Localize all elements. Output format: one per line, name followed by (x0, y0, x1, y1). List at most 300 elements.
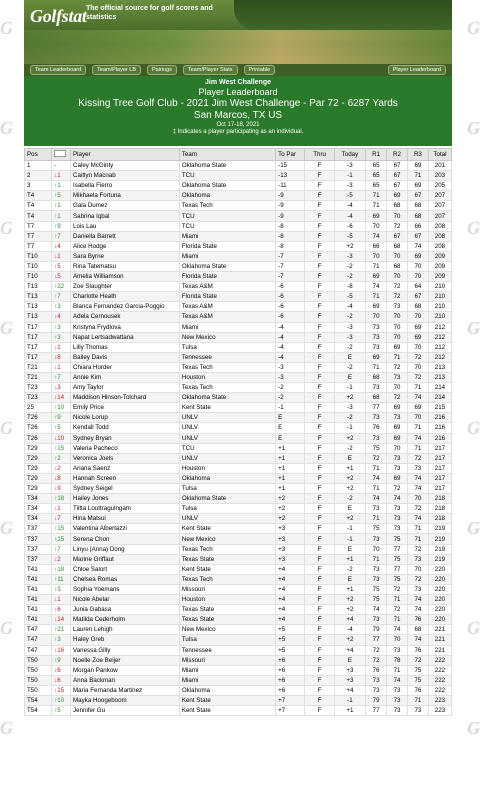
table-row (25, 574, 452, 584)
row-team[interactable]: Oklahoma State (179, 494, 275, 504)
row-pos: T13 (25, 292, 52, 302)
row-r1: 69 (366, 272, 387, 282)
row-r1: 65 (366, 181, 387, 191)
movement-amount: 15 (57, 444, 65, 452)
col-pos[interactable]: Pos (25, 149, 52, 161)
row-today: -2 (334, 413, 365, 423)
row-r2: 77 (387, 544, 408, 554)
row-team[interactable]: Texas State (179, 605, 275, 615)
watermark-logo-right: G (467, 518, 480, 538)
row-pos: T50 (25, 665, 52, 675)
nav-pairings[interactable]: Pairings (147, 65, 177, 75)
nav-player-leaderboard[interactable]: Player Leaderboard (388, 65, 446, 75)
movement-amount: 1 (57, 363, 61, 371)
row-pos: T26 (25, 413, 52, 423)
row-team[interactable]: Tulsa (179, 504, 275, 514)
row-player[interactable]: Tiitta Louttragulngam (71, 504, 180, 514)
row-team[interactable]: Texas State (179, 554, 275, 564)
row-r2: 73 (387, 685, 408, 695)
movement-amount: 1 (57, 596, 61, 604)
col-r2[interactable]: R2 (387, 149, 408, 161)
row-team[interactable]: UNLV (179, 423, 275, 433)
row-thru: F (305, 554, 334, 564)
row-player[interactable]: Valentina Albertazzi (71, 524, 180, 534)
row-today: -1 (334, 423, 365, 433)
row-pos: T7 (25, 231, 52, 241)
row-player[interactable]: Serena Chon (71, 534, 180, 544)
row-to-par: -3 (276, 372, 305, 382)
row-total: 208 (428, 221, 451, 231)
row-player[interactable]: Alice Hodge (71, 241, 180, 251)
row-to-par: +3 (276, 554, 305, 564)
row-movement (52, 191, 71, 201)
row-today: E (334, 544, 365, 554)
row-to-par: +6 (276, 665, 305, 675)
row-player[interactable]: Sara Byrne (71, 251, 180, 261)
row-player[interactable]: Nicole Lorup (71, 413, 180, 423)
row-team[interactable]: UNLV (179, 453, 275, 463)
row-total: 222 (428, 685, 451, 695)
row-team[interactable]: Florida State (179, 292, 275, 302)
row-movement (52, 261, 71, 271)
row-to-par: -4 (276, 352, 305, 362)
row-player[interactable]: Amy Taylor (71, 383, 180, 393)
row-today: +4 (334, 615, 365, 625)
row-r1: 73 (366, 615, 387, 625)
row-team[interactable]: Kent State (179, 695, 275, 705)
row-total: 219 (428, 554, 451, 564)
row-r2: 69 (387, 473, 408, 483)
row-player[interactable]: Emily Price (71, 403, 180, 413)
arrow-up-icon: ↑ (54, 334, 58, 341)
row-team[interactable]: TCU (179, 211, 275, 221)
row-total: 210 (428, 282, 451, 292)
row-to-par: +4 (276, 595, 305, 605)
arrow-up-icon: ↑ (54, 496, 58, 503)
row-team[interactable]: Kent State (179, 403, 275, 413)
row-today: -3 (334, 322, 365, 332)
row-player[interactable]: Ariana Saenz (71, 463, 180, 473)
row-team[interactable]: Miami (179, 251, 275, 261)
row-player[interactable]: Jennifer Gu (71, 706, 180, 716)
row-player[interactable]: Gala Dumez (71, 201, 180, 211)
row-total: 219 (428, 544, 451, 554)
row-r3: 68 (407, 302, 428, 312)
row-team[interactable]: Tennessee (179, 645, 275, 655)
row-r3: 72 (407, 544, 428, 554)
row-pos: 1 (25, 161, 52, 171)
watermark-logo-left: G (0, 718, 13, 738)
row-r1: 71 (366, 261, 387, 271)
row-team[interactable]: Miami (179, 665, 275, 675)
row-team[interactable]: Miami (179, 322, 275, 332)
row-team[interactable]: Texas A&M (179, 282, 275, 292)
row-today: -4 (334, 302, 365, 312)
row-r2: 70 (387, 322, 408, 332)
row-r3: 74 (407, 241, 428, 251)
row-player[interactable]: Sabrina Iqbal (71, 211, 180, 221)
nav-team-player-stats[interactable]: Team/Player Stats (183, 65, 238, 75)
arrow-up-icon: ↑ (54, 405, 58, 412)
row-pos: 3 (25, 181, 52, 191)
row-team[interactable]: Oklahoma State (179, 161, 275, 171)
row-team[interactable]: TCU (179, 443, 275, 453)
row-today: E (334, 352, 365, 362)
row-today: -4 (334, 201, 365, 211)
row-team[interactable]: Kent State (179, 524, 275, 534)
table-row (25, 161, 452, 171)
row-player[interactable]: Hailey Jones (71, 494, 180, 504)
arrow-up-icon: ↑ (54, 627, 58, 634)
row-r1: 72 (366, 655, 387, 665)
table-row (25, 433, 452, 443)
row-player[interactable]: Adela Cernousek (71, 312, 180, 322)
row-player[interactable]: Hannah Screen (71, 473, 180, 483)
table-row (25, 403, 452, 413)
row-player[interactable]: Maria Fernanda Martinez (71, 685, 180, 695)
row-player[interactable]: Linyu (Anna) Dong (71, 544, 180, 554)
table-row (25, 181, 452, 191)
table-row (25, 443, 452, 453)
arrow-down-icon: ↓ (54, 314, 58, 321)
row-player[interactable]: Valeria Pacheco (71, 443, 180, 453)
table-row (25, 251, 452, 261)
row-thru: F (305, 423, 334, 433)
row-r3: 74 (407, 605, 428, 615)
row-player[interactable]: Lilly Thomas (71, 342, 180, 352)
row-r1: 71 (366, 554, 387, 564)
row-to-par: -9 (276, 211, 305, 221)
row-player[interactable]: Caley McGinty (71, 161, 180, 171)
table-row (25, 383, 452, 393)
col-team[interactable]: Team (179, 149, 275, 161)
row-player[interactable]: Haley Greb (71, 635, 180, 645)
row-team[interactable]: Houston (179, 463, 275, 473)
row-player[interactable]: Sophia Yoemans (71, 584, 180, 594)
row-player[interactable]: Caitlyn Macnab (71, 171, 180, 181)
row-player[interactable]: Zoe Slaughter (71, 282, 180, 292)
row-total: 217 (428, 484, 451, 494)
row-team[interactable]: Oklahoma (179, 685, 275, 695)
table-row (25, 665, 452, 675)
row-r1: 71 (366, 514, 387, 524)
row-r3: 67 (407, 231, 428, 241)
row-r1: 77 (366, 403, 387, 413)
row-team[interactable]: Oklahoma State (179, 393, 275, 403)
row-pos: T29 (25, 453, 52, 463)
arrow-up-icon: ↑ (54, 526, 58, 533)
row-r1: 74 (366, 231, 387, 241)
row-player[interactable]: Lauren Lehigh (71, 625, 180, 635)
row-player[interactable]: Kendall Todd (71, 423, 180, 433)
row-team[interactable]: Tennessee (179, 352, 275, 362)
arrow-up-icon: ↑ (54, 284, 58, 291)
table-row (25, 615, 452, 625)
course-info: Kissing Tree Golf Club - 2021 Jim West Challenge - Par 72 - 6287 Yards (78, 98, 398, 109)
row-today: -2 (334, 342, 365, 352)
table-row (25, 524, 452, 534)
row-movement (52, 544, 71, 554)
row-team[interactable]: UNLV (179, 514, 275, 524)
col-player[interactable]: Player (71, 149, 180, 161)
row-pos: 2 (25, 171, 52, 181)
row-movement (52, 342, 71, 352)
row-player[interactable]: Mayka Hoogeboom (71, 695, 180, 705)
row-movement (52, 514, 71, 524)
row-movement (52, 645, 71, 655)
table-row (25, 352, 452, 362)
row-team[interactable]: Oklahoma (179, 473, 275, 483)
row-player[interactable]: Sydney Bryan (71, 433, 180, 443)
col-r1[interactable]: R1 (366, 149, 387, 161)
row-player[interactable]: Chloe Salort (71, 564, 180, 574)
row-today: +3 (334, 675, 365, 685)
col-to-par[interactable]: To Par (276, 149, 305, 161)
row-team[interactable]: Texas Tech (179, 383, 275, 393)
row-pos: T34 (25, 504, 52, 514)
row-thru: F (305, 695, 334, 705)
row-team[interactable]: Texas Tech (179, 574, 275, 584)
row-total: 212 (428, 352, 451, 362)
row-today: -4 (334, 625, 365, 635)
movement-amount: - (54, 162, 57, 170)
row-team[interactable]: Kent State (179, 564, 275, 574)
row-today: +1 (334, 584, 365, 594)
movement-amount: 9 (57, 485, 61, 493)
row-movement (52, 211, 71, 221)
row-total: 203 (428, 171, 451, 181)
row-team[interactable]: Florida State (179, 241, 275, 251)
site-logo[interactable]: Golfstat (30, 6, 87, 26)
row-thru: F (305, 352, 334, 362)
row-total: 212 (428, 332, 451, 342)
row-total: 218 (428, 504, 451, 514)
row-thru: F (305, 584, 334, 594)
table-row (25, 554, 452, 564)
row-team[interactable]: UNLV (179, 413, 275, 423)
row-player[interactable]: Sydney Seigel (71, 484, 180, 494)
row-player[interactable]: Matilda Cederholm (71, 615, 180, 625)
row-team[interactable]: Florida State (179, 272, 275, 282)
row-to-par: -13 (276, 171, 305, 181)
row-total: 221 (428, 625, 451, 635)
row-movement (52, 473, 71, 483)
watermark-logo-left: G (0, 518, 13, 538)
row-to-par: +2 (276, 514, 305, 524)
row-team[interactable]: Texas Tech (179, 544, 275, 554)
row-r2: 72 (387, 393, 408, 403)
row-player[interactable]: Chelsea Romas (71, 574, 180, 584)
row-total: 201 (428, 161, 451, 171)
row-team[interactable]: Texas A&M (179, 312, 275, 322)
row-total: 222 (428, 675, 451, 685)
row-team[interactable]: Houston (179, 372, 275, 382)
row-player[interactable]: Rina Tatematsu (71, 261, 180, 271)
movement-amount: 14 (57, 616, 65, 624)
row-r2: 74 (387, 675, 408, 685)
row-team[interactable]: Miami (179, 231, 275, 241)
row-r1: 73 (366, 574, 387, 584)
row-player[interactable]: Charlotte Heath (71, 292, 180, 302)
row-team[interactable]: Oklahoma (179, 191, 275, 201)
row-team[interactable]: Oklahoma State (179, 261, 275, 271)
row-player[interactable]: Marine Griffaut (71, 554, 180, 564)
row-r1: 65 (366, 171, 387, 181)
row-total: 222 (428, 665, 451, 675)
row-player[interactable]: Daniella Barrett (71, 231, 180, 241)
row-to-par: +3 (276, 544, 305, 554)
row-player[interactable]: Veronica Joels (71, 453, 180, 463)
row-player[interactable]: Hina Matsui (71, 514, 180, 524)
table-row (25, 685, 452, 695)
row-r1: 76 (366, 423, 387, 433)
row-total: 221 (428, 635, 451, 645)
row-r2: 73 (387, 504, 408, 514)
row-total: 216 (428, 423, 451, 433)
row-pos: T41 (25, 605, 52, 615)
row-r3: 72 (407, 574, 428, 584)
row-to-par: -7 (276, 272, 305, 282)
row-to-par: -8 (276, 221, 305, 231)
row-r1: 65 (366, 161, 387, 171)
row-total: 216 (428, 413, 451, 423)
row-r1: 74 (366, 473, 387, 483)
individual-marker-icon: ‡ (172, 129, 176, 135)
row-to-par: -15 (276, 161, 305, 171)
col-total[interactable]: Total (428, 149, 451, 161)
col-today[interactable]: Today (334, 149, 365, 161)
row-player[interactable]: Napat Lertsadwattana (71, 332, 180, 342)
row-team[interactable]: Oklahoma State (179, 181, 275, 191)
row-r3: 70 (407, 342, 428, 352)
arrow-up-icon: ↑ (54, 576, 58, 583)
watermark-logo-right: G (467, 418, 480, 438)
row-movement (52, 413, 71, 423)
row-team[interactable]: Texas State (179, 615, 275, 625)
row-team[interactable]: TCU (179, 171, 275, 181)
row-movement (52, 635, 71, 645)
row-total: 220 (428, 564, 451, 574)
movement-amount: 3 (57, 636, 61, 644)
arrow-down-icon: ↓ (54, 385, 58, 392)
movement-amount: 10 (57, 404, 65, 412)
row-team[interactable]: Tulsa (179, 484, 275, 494)
nav-printable[interactable]: Printable (244, 65, 276, 75)
row-team[interactable]: Texas A&M (179, 302, 275, 312)
row-to-par: +6 (276, 685, 305, 695)
row-player[interactable]: Chiara Horder (71, 362, 180, 372)
arrow-down-icon: ↓ (54, 354, 58, 361)
row-to-par: +5 (276, 645, 305, 655)
row-to-par: +6 (276, 655, 305, 665)
row-team[interactable]: Missouri (179, 655, 275, 665)
row-player[interactable]: Kristyna Frydlova (71, 322, 180, 332)
row-thru: F (305, 706, 334, 716)
row-team[interactable]: Tulsa (179, 342, 275, 352)
row-player[interactable]: Nicole Abelar (71, 595, 180, 605)
arrow-down-icon: ↓ (54, 435, 58, 442)
row-r2: 69 (387, 403, 408, 413)
arrow-up-icon: ↑ (54, 375, 58, 382)
row-pos: T41 (25, 564, 52, 574)
row-movement (52, 584, 71, 594)
row-pos: T17 (25, 342, 52, 352)
row-team[interactable]: Texas Tech (179, 201, 275, 211)
table-row (25, 675, 452, 685)
row-player[interactable]: Vanessa Gilly (71, 645, 180, 655)
arrow-down-icon: ↓ (54, 516, 58, 523)
row-player[interactable]: Isabella Fierro (71, 181, 180, 191)
row-team[interactable]: New Mexico (179, 625, 275, 635)
row-team[interactable]: Kent State (179, 706, 275, 716)
row-pos: T37 (25, 554, 52, 564)
row-team[interactable]: New Mexico (179, 534, 275, 544)
row-player[interactable]: Lois Lau (71, 221, 180, 231)
row-player[interactable]: Annie Kim (71, 372, 180, 382)
row-player[interactable]: Bailey Davis (71, 352, 180, 362)
row-player[interactable]: Noelle Zoe Beijer (71, 655, 180, 665)
row-team[interactable]: Tulsa (179, 635, 275, 645)
row-thru: F (305, 322, 334, 332)
row-player[interactable]: Blanca Fernandez Garcia-Poggio (71, 302, 180, 312)
site-tagline: The official source for golf scores and statistics (86, 5, 213, 21)
nav-team-leaderboard[interactable]: Team Leaderboard (30, 65, 86, 75)
row-player[interactable]: Junia Gabasa (71, 605, 180, 615)
row-r3: 75 (407, 665, 428, 675)
movement-amount: 21 (57, 626, 65, 634)
row-thru: F (305, 241, 334, 251)
row-to-par: +2 (276, 504, 305, 514)
row-player[interactable]: Maddison Hinson-Tolchard (71, 393, 180, 403)
row-team[interactable]: Missouri (179, 584, 275, 594)
movement-amount: 7 (57, 293, 61, 301)
row-r3: 69 (407, 161, 428, 171)
col-r3[interactable]: R3 (407, 149, 428, 161)
row-r3: 71 (407, 423, 428, 433)
row-team[interactable]: UNLV (179, 433, 275, 443)
movement-amount: 1 (57, 505, 61, 513)
row-to-par: E (276, 413, 305, 423)
row-r3: 74 (407, 393, 428, 403)
row-movement (52, 403, 71, 413)
row-r3: 76 (407, 685, 428, 695)
movement-amount: 8 (57, 353, 61, 361)
row-team[interactable]: Houston (179, 595, 275, 605)
row-pos: T41 (25, 584, 52, 594)
row-player[interactable]: Morgan Pankow (71, 665, 180, 675)
movement-amount: 3 (57, 303, 61, 311)
row-thru: F (305, 675, 334, 685)
row-player[interactable]: Mikhaela Fortuna (71, 191, 180, 201)
row-team[interactable]: Texas Tech (179, 362, 275, 372)
nav-team-player-lb[interactable]: Team/Player LB (92, 65, 141, 75)
movement-amount: 9 (57, 222, 61, 230)
col-movement[interactable] (52, 149, 71, 161)
row-total: 213 (428, 362, 451, 372)
row-r2: 73 (387, 372, 408, 382)
row-team[interactable]: TCU (179, 221, 275, 231)
row-player[interactable]: Anna Backman (71, 675, 180, 685)
row-team[interactable]: Miami (179, 675, 275, 685)
movement-amount: 1 (57, 343, 61, 351)
row-pos: T54 (25, 695, 52, 705)
row-player[interactable]: Amelia Williamson (71, 272, 180, 282)
row-today: -2 (334, 272, 365, 282)
row-movement (52, 605, 71, 615)
col-thru[interactable]: Thru (305, 149, 334, 161)
row-r1: 71 (366, 362, 387, 372)
row-team[interactable]: New Mexico (179, 332, 275, 342)
